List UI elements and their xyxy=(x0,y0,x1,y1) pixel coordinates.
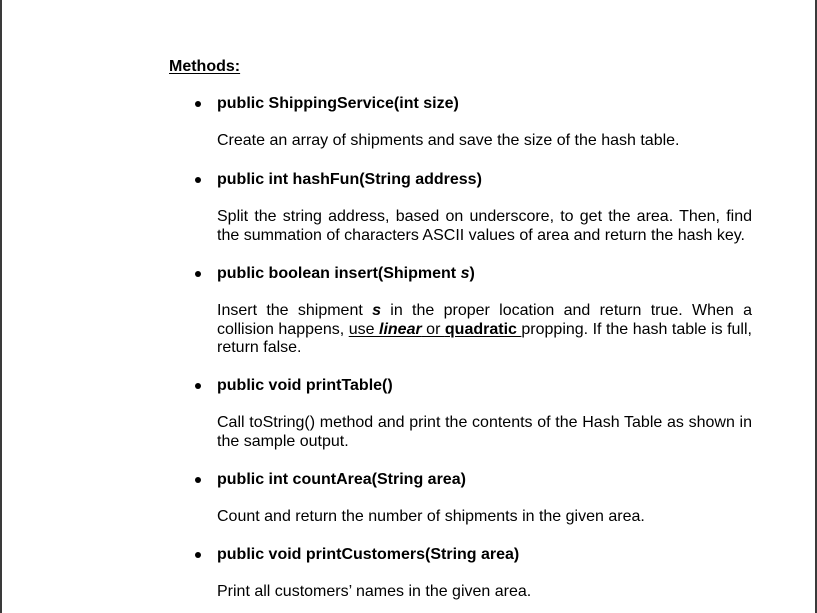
methods-heading: Methods: xyxy=(169,58,241,75)
bullet-icon xyxy=(195,271,201,277)
page-left-border xyxy=(0,0,2,613)
method-description: Create an array of shipments and save the size of the hash table. xyxy=(217,132,680,149)
method-signature: public int hashFun(String address) xyxy=(217,171,482,188)
method-description: Split the string address, based on underscore, to get the area. Then, find the summation of characters ASCII values of area and return the hash key. xyxy=(217,208,752,244)
method-description: Call toString() method and print the contents of the Hash Table as shown in the sample output. xyxy=(217,414,752,450)
method-signature: public ShippingService(int size) xyxy=(217,95,459,112)
method-description xyxy=(217,302,752,358)
bullet-icon xyxy=(195,383,201,389)
description-underlined-text: or xyxy=(421,320,445,338)
description-text: propping. If the hash table is full, return false. xyxy=(217,320,752,356)
bullet-icon xyxy=(195,477,201,483)
method-signature: public int countArea(String area) xyxy=(217,471,466,488)
description-underlined-text: use xyxy=(348,320,379,338)
bullet-icon xyxy=(195,177,201,183)
bullet-icon xyxy=(195,101,201,107)
description-text: Insert the shipment xyxy=(217,302,373,319)
bullet-icon xyxy=(195,552,201,558)
description-param: s xyxy=(372,302,381,319)
description-quadratic-term: quadratic xyxy=(444,320,522,338)
description-text: in the proper location and return true. When a collision happens, xyxy=(217,302,753,338)
method-signature-main: public boolean insert(Shipment xyxy=(217,265,461,282)
method-signature-param: s xyxy=(460,265,470,282)
method-signature: public void printTable() xyxy=(217,377,393,394)
description-linear-term: linear xyxy=(379,320,422,338)
method-description: Print all customers’ names in the given area. xyxy=(217,583,532,600)
method-signature: public void printCustomers(String area) xyxy=(217,546,520,563)
method-description: Count and return the number of shipments in the given area. xyxy=(217,508,645,525)
method-signature-end: ) xyxy=(469,265,475,282)
method-signature xyxy=(217,265,475,283)
